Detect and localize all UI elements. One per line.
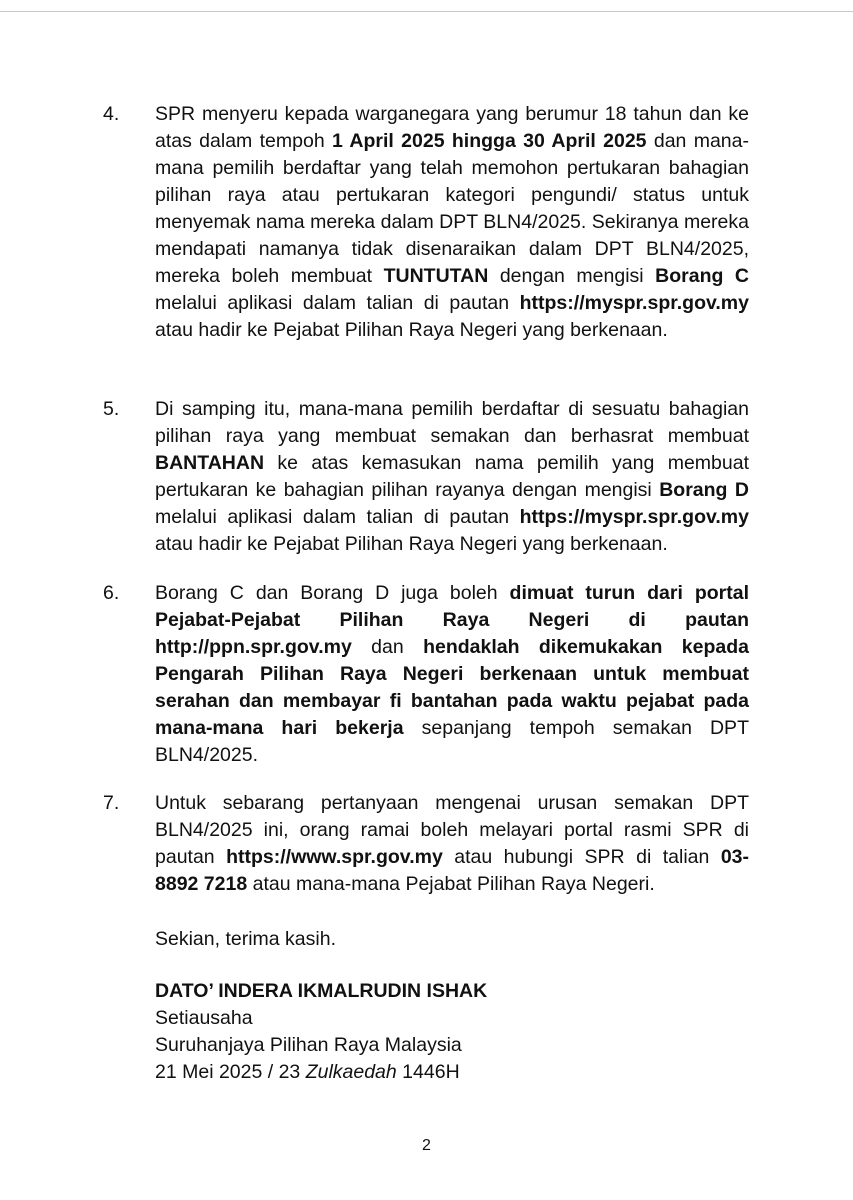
text-run: dengan mengisi: [488, 265, 656, 287]
bold-text-run: TUNTUTAN: [383, 265, 489, 287]
closing-remark: Sekian, terima kasih.: [155, 928, 336, 950]
date-hijri-month: Zulkaedah: [305, 1061, 397, 1083]
bold-text-run: BANTAHAN: [155, 452, 265, 474]
signatory-organization: Suruhanjaya Pilihan Raya Malaysia: [155, 1034, 462, 1056]
paragraph-body: [155, 396, 749, 558]
paragraph-number: 7.: [103, 792, 120, 814]
paragraph-number: 4.: [103, 103, 120, 125]
paragraph-number: 5.: [103, 398, 120, 420]
signatory-title: Setiausaha: [155, 1007, 253, 1029]
bold-text-run: Borang C: [655, 265, 749, 287]
text-run: ke atas kemasukan nama pemilih yang membuat pertukaran ke bahagian pilihan rayanya dengan mengisi: [155, 452, 749, 501]
paragraph-body: [155, 580, 749, 769]
paragraph-number: 6.: [103, 582, 120, 604]
bold-text-run: 03-8892 7218: [155, 846, 749, 895]
text-run: atau hadir ke Pejabat Pilihan Raya Negeri yang berkenaan.: [155, 533, 668, 555]
text-run: atau hubungi SPR di talian: [442, 846, 721, 868]
text-run: atau mana-mana Pejabat Pilihan Raya Negeri.: [247, 873, 655, 895]
text-run: melalui aplikasi dalam talian di pautan: [155, 292, 520, 314]
bold-text-run: Borang D: [659, 479, 749, 501]
text-run: Untuk sebarang pertanyaan mengenai urusan semakan DPT BLN4/2025 ini, orang ramai boleh melayari portal rasmi SPR di pautan: [155, 792, 749, 868]
page-top-edge: [0, 0, 853, 12]
paragraph-body: [155, 101, 749, 344]
page-number: 2: [422, 1137, 431, 1154]
date-prefix: 21 Mei 2025 / 23: [155, 1061, 306, 1083]
text-run: melalui aplikasi dalam talian di pautan: [155, 506, 520, 528]
bold-text-run: https://myspr.spr.gov.my: [519, 292, 749, 314]
text-run: dan mana-mana pemilih berdaftar yang telah memohon pertukaran bahagian pilihan raya atau pertukaran kategori pengundi/ status untuk menyemak nama mereka dalam DPT BLN4/2025. Sekiranya mereka mendapati namanya tidak disenaraikan dalam DPT BLN4/2025, mereka boleh membuat: [155, 130, 749, 287]
bold-text-run: hendaklah dikemukakan kepada Pengarah Pilihan Raya Negeri berkenaan untuk membuat serahan dan membayar fi bantahan pada waktu pejabat pada mana-mana hari bekerja: [155, 636, 750, 739]
bold-text-run: https://myspr.spr.gov.my: [519, 506, 749, 528]
signatory-name: DATO’ INDERA IKMALRUDIN ISHAK: [155, 980, 488, 1002]
paragraph-body: [155, 790, 749, 898]
bold-text-run: 1 April 2025 hingga 30 April 2025: [331, 130, 647, 152]
text-run: Di samping itu, mana-mana pemilih berdaftar di sesuatu bahagian pilihan raya yang membuat semakan dan berhasrat membuat: [155, 398, 749, 447]
date-suffix: 1446H: [396, 1061, 460, 1083]
bold-text-run: dimuat turun dari portal Pejabat-Pejabat Pilihan Raya Negeri di pautan http://ppn.spr.gov.my: [155, 582, 749, 658]
text-run: sepanjang tempoh semakan DPT BLN4/2025.: [155, 717, 749, 766]
text-run: Borang C dan Borang D juga boleh: [155, 582, 510, 604]
signature-block: [155, 978, 487, 1086]
text-run: atau hadir ke Pejabat Pilihan Raya Negeri yang berkenaan.: [155, 319, 668, 341]
text-run: dan: [351, 636, 424, 658]
bold-text-run: https://www.spr.gov.my: [226, 846, 443, 868]
text-run: SPR menyeru kepada warganegara yang berumur 18 tahun dan ke atas dalam tempoh: [155, 103, 749, 152]
document-date: [155, 1059, 487, 1086]
